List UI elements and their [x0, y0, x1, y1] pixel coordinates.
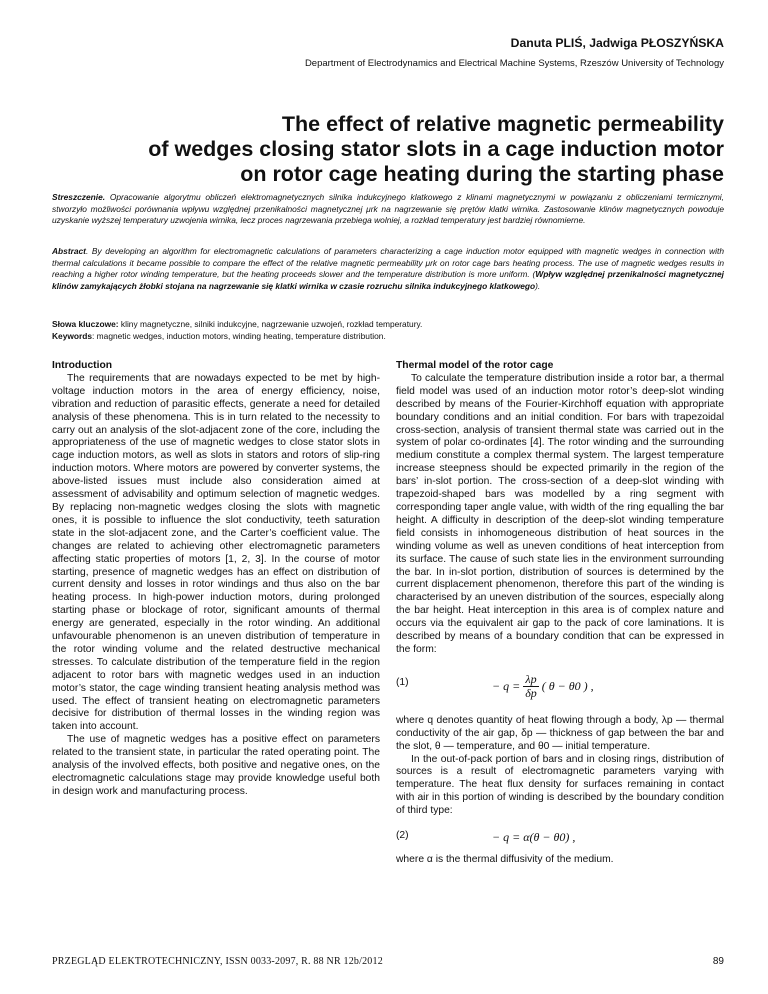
title-line-2: of wedges closing stator slots in a cage induction motor [148, 137, 724, 161]
keywords-english-label: Keywords [52, 330, 93, 341]
equation-1-rhs: ( θ − θ0 ) , [541, 679, 594, 694]
equation-2-number: (2) [396, 830, 409, 842]
paragraph: In the out-of-pack portion of bars and in closing rings, distribution of sources is a result of electromagnetic parameters varying with temperature. The heat flux density for surfaces remaining in contact with air in this portion of winding is described by the boundary condition of third type: [396, 753, 724, 817]
abstract-polish-title: Wpływ względnej przenikalności magnetycznej klinów zamykających żłobki stojana na nagrzewanie się klatki wirnika w czasie rozruchu silnika indukcyjnego klatkowego [52, 269, 724, 291]
abstract-english-end: ). [535, 280, 541, 291]
journal-footer: PRZEGLĄD ELEKTROTECHNICZNY, ISSN 0033-2097, R. 88 NR 12b/2012 [52, 956, 383, 967]
equation-1-numerator: λp [525, 672, 537, 687]
left-column [52, 360, 380, 799]
paragraph: The use of magnetic wedges has a positive effect on parameters related to the transient state, in particular the rated operating point. The analysis of the involved effects, both positive and negative ones, on the electromagnetic calculations stage may provide knowledge useful both in design work and manufacturing process. [52, 734, 380, 797]
paragraph: where α is the thermal diffusivity of the medium. [396, 854, 614, 866]
abstract-english [52, 246, 724, 292]
equation-1-body [492, 665, 594, 709]
right-column [396, 360, 724, 867]
keywords-block [52, 319, 724, 342]
keywords-polish-text: kliny magnetyczne, silniki indukcyjne, nagrzewanie uzwojeń, rozkład temperatury. [118, 319, 423, 329]
equation-1-fraction [523, 673, 539, 700]
paper-title [84, 112, 724, 187]
abstract-english-label: Abstract [52, 246, 86, 256]
affiliation: Department of Electrodynamics and Electrical Machine Systems, Rzeszów University of Technology [304, 58, 724, 69]
keywords-english-text: : magnetic wedges, induction motors, winding heating, temperature distribution. [92, 330, 386, 341]
keywords-english [52, 331, 724, 343]
title-line-3: on rotor cage heating during the starting phase [240, 162, 724, 186]
abstract-polish-text: Opracowanie algorytmu obliczeń elektromagnetycznych silnika indukcyjnego klatkowego z klinami magnetycznymi w powiązaniu z obliczeniami termicznymi, stworzyło możliwości porównania wpływu względnej przenikalności magnetycznej μrk na nagrzewanie się prętów klatki wirnika. Zastosowanie klinów magnetycznych powoduje uzyskanie wyższej temperatury uzwojenia wirnika, lecz proces nagrzewania przebiega wolniej, a rozkład temperatury jest bardziej równomierne. [52, 192, 724, 226]
abstract-english-text: . By developing an algorithm for electromagnetic calculations of parameters characterizing a cage induction motor equipped with magnetic wedges in connection with thermal calculations it became possible to compare the effect of the relative magnetic permeability μrk on rotor cage bars heating process. The use of magnetic wedges results in reaching a higher rotor winding temperature, but the heating proceeds slower and the temperature distribution is more uniform. ( [52, 246, 724, 280]
title-line-1: The effect of relative magnetic permeability [281, 112, 724, 136]
equation-1 [396, 665, 724, 709]
equation-1-number: (1) [396, 676, 409, 688]
section-heading-introduction: Introduction [52, 360, 113, 371]
equation-2 [396, 826, 724, 848]
equation-1-denominator: δp [525, 686, 537, 701]
abstract-polish [52, 192, 724, 227]
authors: Danuta PLIŚ, Jadwiga PŁOSZYŃSKA [510, 36, 724, 50]
keywords-polish [52, 319, 724, 331]
equation-1-lhs: − q = [492, 679, 521, 694]
paragraph: To calculate the temperature distribution inside a rotor bar, a thermal field model was used of an induction motor rotor’s deep-slot winding described by means of the Fourier-Kirchhoff equation with appropriate boundary conditions and an initial condition. For bars with trapezoidal cross-section, analysis of transient thermal state was carried out in the system of polar co-ordinates [4]. The rotor winding and the surrounding medium constitute a complex thermal system. The largest temperature increase steepness should be expected primarily in the region of the bars’ in-slot portion. The cross-section of a deep-slot winding with trapezoid-shaped bars was modelled by a ring segment with corresponding taper angle value, with width of the ring equalling the bar height. A difficulty in description of the deep-slot winding temperature field consists in inhomogeneous distribution of heat sources in the winding volume as well as uneven conditions of heat interception from its surface. The cause of such state lies in the environment surrounding the bar. In in-slot portion, distribution of sources is determined by the current displacement phenomenon, therefore this part of the winding is characterised by an uneven distribution of the sources, especially along the bar height. Heat interception in this area is of complex nature and occurs via the equivalent air gap to the pack of core laminations. It is described by means of a boundary condition that can be expressed in the form: [396, 372, 724, 655]
paragraph: The requirements that are nowadays expected to be met by high-voltage induction motors in the area of energy efficiency, noise, vibration and reduction of parasitic effects, generate a need for detailed analysis of these phenomena. This is in turn related to the necessity to carry out an analysis of the slot-adjacent zone of the core, including the appropriateness of the use of magnetic wedges to close stator slots in cage induction motors, as well as slots in stators and rotors of slip-ring induction motors. Where motors are powered by converter systems, the above-listed issues must include also consideration aimed at assessment of advisability and optimum selection of magnetic wedges. By replacing non-magnetic wedges closing the slots with magnetic ones, it is possible to influence the slot conductivity, teeth saturation state in the slot-adjacent zone, and the Carter’s coefficient value. The changes are related to achieving other electromagnetic parameters affecting static properties of motors [1, 2, 3]. In the course of motor starting, presence of magnetic wedges has an effect on distribution of current density and losses in rotor windings and thus also on the bar heating process. In high-power induction motors, during prolonged starting phase or blockage of rotor, significant amounts of thermal energy are generated, especially in the rotor winding. An additional unfavourable phenomenon is an uneven distribution of temperature in the rotor winding volume and the related destructive mechanical stresses. To calculate distribution of the temperature field in the region adjacent to rotor bars with magnetic wedges used in an induction motor’s stator, the cage winding transient heating analysis method was used. The effect of transient heating on electromagnetic parameters decisive for distribution of thermal losses in the winding region was taken into account. [52, 372, 380, 733]
abstract-polish-label: Streszczenie. [52, 192, 106, 202]
section-heading-thermal-model: Thermal model of the rotor cage [396, 360, 554, 371]
keywords-polish-label: Słowa kluczowe: [52, 319, 119, 329]
paragraph: where q denotes quantity of heat flowing through a body, λp — thermal conductivity of the air gap, δp — thickness of gap between the bar and the slot, θ — temperature, and θ0 — initial temperature. [396, 714, 724, 752]
page-number: 89 [712, 956, 724, 967]
equation-2-body: − q = α(θ − θ0) , [492, 829, 576, 844]
